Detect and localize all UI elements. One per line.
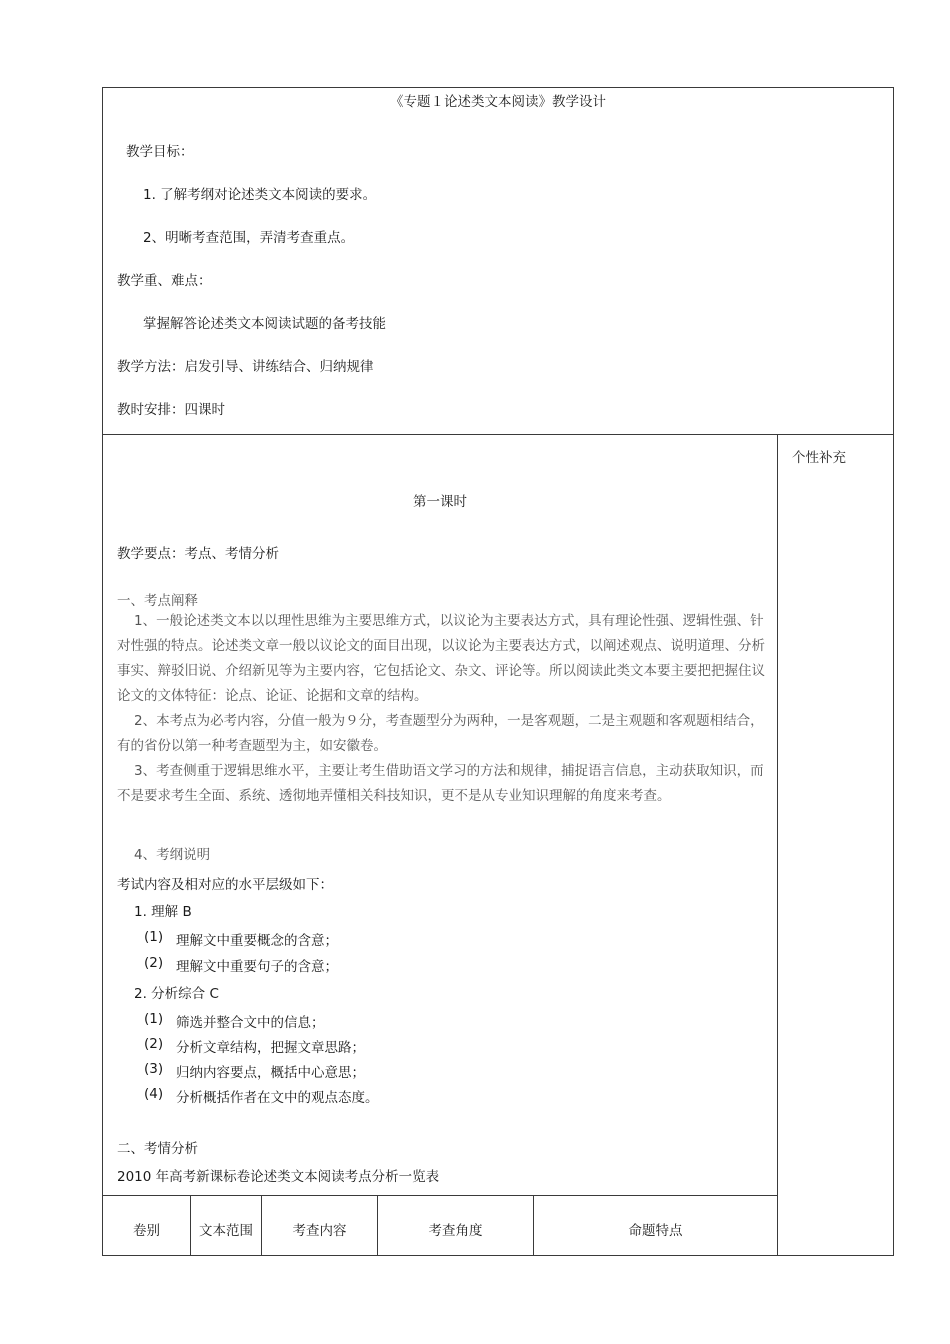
section2-heading: 二、考情分析 bbox=[117, 1141, 198, 1157]
frame-bottom-border bbox=[102, 1255, 894, 1256]
key-points-heading: 教学重、难点： bbox=[117, 273, 212, 289]
section1-paragraph: 3、考查侧重于逻辑思维水平，主要让考生借助语文学习的方法和规律，捕捉语言信息，主动获取知识，而不是要求考生全面、系统、透彻地弄懂相关科技知识，更不是从专业知识理解的角度来考查。 bbox=[117, 763, 764, 804]
level-b-item: 理解文中重要概念的含意； bbox=[176, 933, 338, 949]
table-header-cell: 文本范围 bbox=[199, 1223, 253, 1239]
level-c-item: 分析文章结构，把握文章思路； bbox=[176, 1040, 365, 1056]
level-c-item-number: (2) bbox=[144, 1036, 164, 1052]
level-b-item-number: (1) bbox=[144, 929, 164, 945]
table-header-cell: 考查角度 bbox=[428, 1223, 483, 1239]
table-header-cell: 卷别 bbox=[133, 1223, 160, 1239]
objectives-heading: 教学目标： bbox=[126, 144, 194, 160]
level-b-item: 理解文中重要句子的含意； bbox=[176, 959, 338, 975]
level-c-item: 分析概括作者在文中的观点态度。 bbox=[176, 1090, 379, 1106]
table-header-cell: 考查内容 bbox=[292, 1223, 347, 1239]
section1-paragraph: 1、一般论述类文本以以理性思维为主要思维方式，以议论为主要表达方式，具有理论性强、逻辑性强、针对性强的特点。论述类文章一般以议论文的面目出现，以议论为主要表达方式，以阐述观点、说明道理、分析事实、辩驳旧说、介绍新见等为主要内容，它包括论文、杂文、评论等。所以阅读此类文本要主要把把握住议论文的文体特征：论点、论证、论据和文章的结构。 bbox=[117, 613, 765, 704]
level-c-item-number: (4) bbox=[144, 1086, 164, 1102]
frame-top-border bbox=[102, 87, 894, 88]
side-column-heading: 个性补充 bbox=[792, 450, 846, 466]
level-c-item-number: (1) bbox=[144, 1011, 164, 1027]
objective-item: 2、明晰考查范围，弄清考查重点。 bbox=[143, 230, 355, 246]
level-c-item-number: (3) bbox=[144, 1061, 164, 1077]
level-b-item-number: (2) bbox=[144, 955, 164, 971]
table-header-cell: 命题特点 bbox=[628, 1223, 683, 1239]
syllabus-outline-item: 4、考纲说明 bbox=[134, 847, 211, 863]
level-c-item: 归纳内容要点，概括中心意思； bbox=[176, 1065, 365, 1081]
teaching-method: 教学方法：启发引导、讲练结合、归纳规律 bbox=[117, 359, 374, 375]
levels-intro: 考试内容及相对应的水平层级如下： bbox=[117, 877, 333, 893]
lesson-focus: 教学要点：考点、考情分析 bbox=[117, 546, 279, 562]
table-caption: 2010 年高考新课标卷论述类文本阅读考点分析一览表 bbox=[117, 1169, 440, 1185]
document-title: 《专题１论述类文本阅读》教学设计 bbox=[390, 94, 606, 110]
header-section-divider bbox=[102, 434, 894, 435]
key-points-text: 掌握解答论述类文本阅读试题的备考技能 bbox=[143, 316, 386, 332]
section1-heading: 一、考点阐释 bbox=[117, 593, 198, 609]
level-c-heading: 2. 分析综合 C bbox=[134, 986, 219, 1002]
side-column-divider bbox=[777, 434, 778, 1256]
section1-paragraph: 2、本考点为必考内容，分值一般为９分，考查题型分为两种，一是客观题，二是主观题和客观题相结合，有的省份以第一种考查题型为主，如安徽卷。 bbox=[117, 713, 764, 754]
lesson-title: 第一课时 bbox=[413, 494, 467, 510]
class-schedule: 教时安排：四课时 bbox=[117, 402, 225, 418]
frame-left-border bbox=[102, 87, 103, 1256]
level-b-heading: 1. 理解 B bbox=[134, 904, 192, 920]
objective-item: 1. 了解考纲对论述类文本阅读的要求。 bbox=[143, 187, 377, 203]
frame-right-border bbox=[893, 87, 894, 1256]
level-c-item: 筛选并整合文中的信息； bbox=[176, 1015, 325, 1031]
table-top-border bbox=[102, 1195, 778, 1196]
